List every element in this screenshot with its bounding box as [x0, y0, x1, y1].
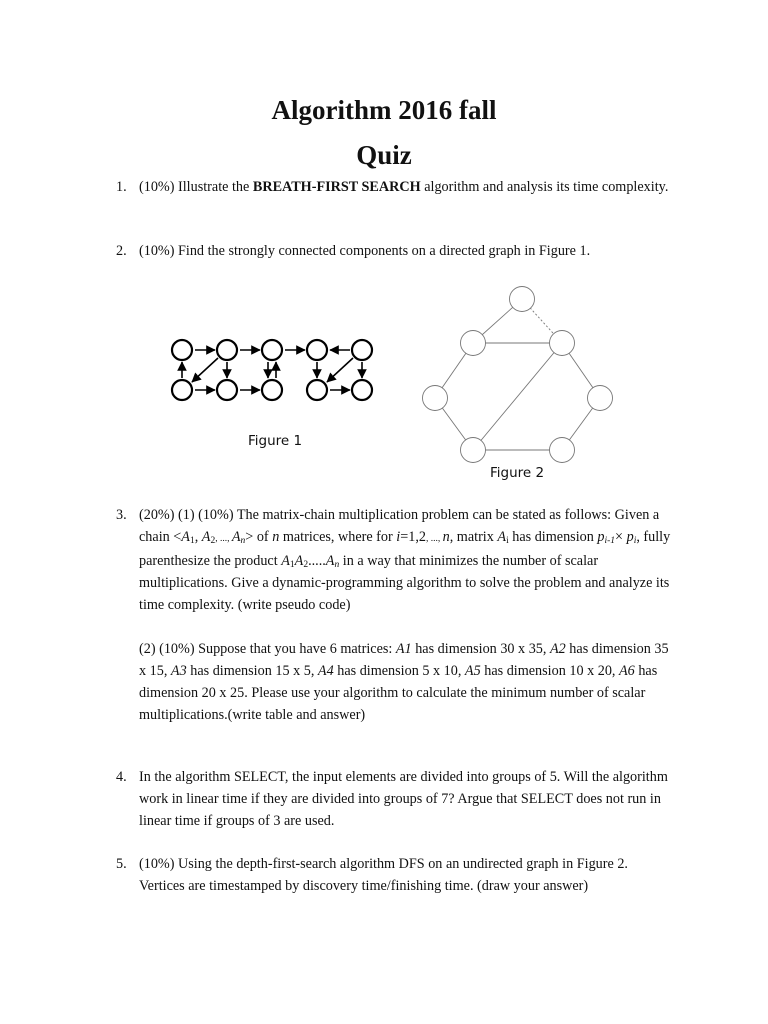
question-4: [116, 766, 676, 832]
node: [172, 340, 192, 360]
node: [510, 287, 535, 312]
edge: [192, 358, 218, 382]
question-text: (10%) Illustrate the: [139, 179, 253, 195]
node: [217, 380, 237, 400]
figure-2-graph: [410, 280, 620, 470]
node: [307, 380, 327, 400]
question-text: (10%) Find the strongly connected components on a directed graph in Figure 1.: [139, 243, 591, 259]
question-number: 3.: [116, 507, 127, 523]
node: [423, 386, 448, 411]
node: [217, 340, 237, 360]
node: [550, 331, 575, 356]
question-number: 5.: [116, 856, 127, 872]
question-text: algorithm and analysis its time complexity.: [420, 179, 669, 195]
node: [588, 386, 613, 411]
node: [307, 340, 327, 360]
question-3-part-2: (2) (10%) Suppose that you have 6 matrices: A1 has dimension 30 x 35, A2 has dimension 35 x 15, A3 has dimension 15 x 5, A4 has dimension 5 x 10, A5 has dimension 10 x 20, A6 has dimension 20 x 25. Please use your algorithm to calculate the minimum number of scalar multiplications.(write table and answer): [139, 641, 669, 723]
node: [352, 380, 372, 400]
question-text: In the algorithm SELECT, the input elements are divided into groups of 5. Will the algorithm work in linear time if they are divided into groups of 7? Argue that SELECT does not run in linear time if groups of 3 are used.: [139, 769, 668, 829]
question-1: [116, 176, 676, 198]
question-5: [116, 853, 676, 897]
question-number: 1.: [116, 179, 127, 195]
figure-1-graph: [160, 330, 390, 410]
question-keyword: BREATH-FIRST SEARCH: [252, 179, 421, 195]
question-number: 4.: [116, 769, 127, 785]
question-number: 2.: [116, 243, 127, 259]
node: [461, 438, 486, 463]
question-2: [116, 240, 676, 262]
node: [172, 380, 192, 400]
question-3-part-1: (20%) (1) (10%) The matrix-chain multiplication problem can be stated as follows: Given a chain $<A_1$, $A_2$, ..., $A_n>$ of n matrices, where for i=1,2, ..., n, matrix $A_i$ has dimension $p_{i-1}\times p_i$, fully parenthesize the product $A_1A_2.....A_n$ in a way that minimizes the number of scalar multiplications. Give a dynamic-programming algorithm to solve the problem and analyze its time complexity. (write pseudo code): [139, 507, 671, 613]
node: [262, 340, 282, 360]
node: [550, 438, 575, 463]
node: [352, 340, 372, 360]
question-3: [116, 504, 676, 726]
node: [262, 380, 282, 400]
edge: [473, 343, 562, 450]
document-subtitle: Quiz: [356, 140, 412, 170]
question-text: (10%) Using the depth-first-search algorithm DFS on an undirected graph in Figure 2. Vertices are timestamped by discovery time/finishing time. (draw your answer): [139, 856, 628, 894]
edge: [327, 358, 353, 382]
document-title: Algorithm 2016 fall: [271, 95, 497, 125]
figure-1-caption: Figure 1: [248, 433, 303, 449]
figure-2-caption: Figure 2: [490, 465, 545, 481]
node: [461, 331, 486, 356]
